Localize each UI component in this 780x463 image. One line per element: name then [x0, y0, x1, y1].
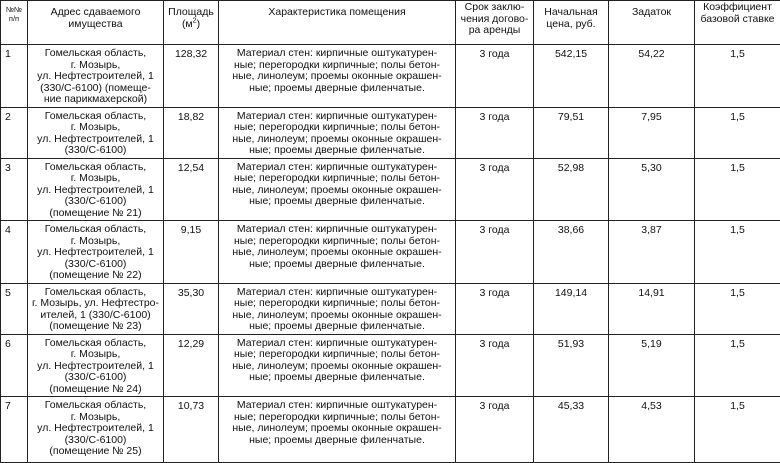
table-body: [1, 45, 780, 463]
description-line: ные; проемы дверные филенчатые.: [221, 145, 453, 157]
row-address: [28, 45, 164, 108]
description-line: ные; перегородки кирпичные; полы бетон-: [221, 122, 453, 134]
description-line: ные, линолеум; проемы оконные окрашен-: [221, 361, 453, 373]
row-address: [28, 158, 164, 221]
table-row: [1, 45, 780, 108]
description-line: ные, линолеум; проемы оконные окрашен-: [221, 310, 453, 322]
row-price: 51,93: [534, 334, 609, 397]
row-area: 128,32: [164, 45, 219, 108]
description-line: ные; проемы дверные филенчатые.: [221, 83, 453, 95]
row-price: 149,14: [534, 283, 609, 334]
address-line: (330/С-6100) (помеще-: [30, 83, 161, 95]
table-row: [1, 221, 780, 284]
description-line: Материал стен: кирпичные оштукатурен-: [221, 287, 453, 299]
row-description: [219, 221, 456, 284]
description-line: Материал стен: кирпичные оштукатурен-: [221, 162, 453, 174]
address-line: Гомельская область,: [30, 287, 161, 299]
address-line: Гомельская область,: [30, 48, 161, 60]
row-term: 3 года: [456, 107, 534, 158]
description-line: ные; проемы дверные филенчатые.: [221, 321, 453, 333]
table-row: [1, 158, 780, 221]
row-coefficient: 1,5: [695, 107, 780, 158]
description-line: ные; перегородки кирпичные; полы бетон-: [221, 412, 453, 424]
address-line: г. Мозырь,: [30, 412, 161, 424]
address-line: (помещение № 22): [30, 270, 161, 282]
address-line: Гомельская область,: [30, 400, 161, 412]
row-price: 79,51: [534, 107, 609, 158]
row-area: 12,29: [164, 334, 219, 397]
row-coefficient: 1,5: [695, 221, 780, 284]
row-number: 7: [1, 397, 28, 463]
row-area: 18,82: [164, 107, 219, 158]
address-line: Гомельская область,: [30, 224, 161, 236]
description-line: Материал стен: кирпичные оштукатурен-: [221, 111, 453, 123]
address-line: г. Мозырь,: [30, 122, 161, 134]
description-line: ные; проемы дверные филенчатые.: [221, 259, 453, 271]
row-address: [28, 283, 164, 334]
header-price: Начальная цена, руб.: [534, 1, 609, 45]
row-term: 3 года: [456, 397, 534, 463]
address-line: ул. Нефтестроителей, 1: [30, 134, 161, 146]
row-term: 3 года: [456, 334, 534, 397]
row-term: 3 года: [456, 158, 534, 221]
row-term: 3 года: [456, 45, 534, 108]
address-line: (330/С-6100): [30, 372, 161, 384]
address-line: г. Мозырь,: [30, 173, 161, 185]
table-row: [1, 283, 780, 334]
header-number: №№ п/п: [1, 1, 28, 45]
row-area: 35,30: [164, 283, 219, 334]
row-price: 45,33: [534, 397, 609, 463]
address-line: (330/С-6100): [30, 145, 161, 157]
row-coefficient: 1,5: [695, 397, 780, 463]
description-line: ные; проемы дверные филенчатые.: [221, 196, 453, 208]
address-line: ул. Нефтестроителей, 1: [30, 423, 161, 435]
description-line: ные, линолеум; проемы оконные окрашен-: [221, 71, 453, 83]
row-address: [28, 397, 164, 463]
description-line: ные; перегородки кирпичные; полы бетон-: [221, 298, 453, 310]
row-deposit: 3,87: [609, 221, 695, 284]
description-line: ные, линолеум; проемы оконные окрашен-: [221, 185, 453, 197]
row-price: 542,15: [534, 45, 609, 108]
address-line: (330/С-6100): [30, 435, 161, 447]
row-number: 1: [1, 45, 28, 108]
row-area: 12,54: [164, 158, 219, 221]
address-line: (330/С-6100): [30, 259, 161, 271]
row-price: 38,66: [534, 221, 609, 284]
description-line: Материал стен: кирпичные оштукатурен-: [221, 224, 453, 236]
table-row: [1, 107, 780, 158]
row-description: [219, 158, 456, 221]
description-line: ные, линолеум; проемы оконные окрашен-: [221, 247, 453, 259]
address-line: г. Мозырь,: [30, 60, 161, 72]
address-line: (помещение № 25): [30, 446, 161, 458]
header-characteristic: Характеристика помещения: [219, 1, 456, 45]
row-description: [219, 334, 456, 397]
row-number: 2: [1, 107, 28, 158]
address-line: ул. Нефтестроителей, 1: [30, 71, 161, 83]
row-deposit: 7,95: [609, 107, 695, 158]
address-line: Гомельская область,: [30, 338, 161, 350]
address-line: г. Мозырь, ул. Нефтестро-: [30, 298, 161, 310]
row-deposit: 54,22: [609, 45, 695, 108]
row-description: [219, 45, 456, 108]
description-line: ные; проемы дверные филенчатые.: [221, 372, 453, 384]
row-deposit: 5,30: [609, 158, 695, 221]
table-row: [1, 397, 780, 463]
description-line: ные, линолеум; проемы оконные окрашен-: [221, 423, 453, 435]
description-line: ные; перегородки кирпичные; полы бетон-: [221, 60, 453, 72]
description-line: Материал стен: кирпичные оштукатурен-: [221, 338, 453, 350]
header-coefficient: Коэффициент базовой ставке: [695, 1, 780, 45]
header-deposit: Задаток: [609, 1, 695, 45]
row-description: [219, 397, 456, 463]
description-line: ные; перегородки кирпичные; полы бетон-: [221, 349, 453, 361]
address-line: (помещение № 21): [30, 208, 161, 220]
address-line: г. Мозырь,: [30, 349, 161, 361]
description-line: Материал стен: кирпичные оштукатурен-: [221, 400, 453, 412]
row-deposit: 4,53: [609, 397, 695, 463]
row-term: 3 года: [456, 283, 534, 334]
row-number: 6: [1, 334, 28, 397]
header-row: [1, 1, 780, 45]
row-number: 5: [1, 283, 28, 334]
row-coefficient: 1,5: [695, 158, 780, 221]
address-line: Гомельская область,: [30, 111, 161, 123]
description-line: Материал стен: кирпичные оштукатурен-: [221, 48, 453, 60]
address-line: (помещение № 24): [30, 384, 161, 396]
row-area: 10,73: [164, 397, 219, 463]
row-coefficient: 1,5: [695, 334, 780, 397]
row-coefficient: 1,5: [695, 45, 780, 108]
row-deposit: 5,19: [609, 334, 695, 397]
address-line: (330/С-6100): [30, 196, 161, 208]
description-line: ные; проемы дверные филенчатые.: [221, 435, 453, 447]
address-line: ние парикмахерской): [30, 94, 161, 106]
row-term: 3 года: [456, 221, 534, 284]
row-address: [28, 221, 164, 284]
header-address: Адрес сдаваемого имущества: [28, 1, 164, 45]
address-line: г. Мозырь,: [30, 236, 161, 248]
row-address: [28, 334, 164, 397]
row-coefficient: 1,5: [695, 283, 780, 334]
address-line: ителей, 1 (330/С-6100): [30, 310, 161, 322]
row-number: 4: [1, 221, 28, 284]
row-description: [219, 283, 456, 334]
header-area: Площадь $(м^2)$: [164, 1, 219, 45]
row-deposit: 14,91: [609, 283, 695, 334]
address-line: ул. Нефтестроителей, 1: [30, 247, 161, 259]
row-price: 52,98: [534, 158, 609, 221]
row-address: [28, 107, 164, 158]
address-line: ул. Нефтестроителей, 1: [30, 361, 161, 373]
row-number: 3: [1, 158, 28, 221]
table-row: [1, 334, 780, 397]
description-line: ные, линолеум; проемы оконные окрашен-: [221, 134, 453, 146]
address-line: ул. Нефтестроителей, 1: [30, 185, 161, 197]
row-area: 9,15: [164, 221, 219, 284]
description-line: ные; перегородки кирпичные; полы бетон-: [221, 173, 453, 185]
description-line: ные; перегородки кирпичные; полы бетон-: [221, 236, 453, 248]
address-line: (помещение № 23): [30, 321, 161, 333]
header-term: Срок заключения договора аренды: [456, 1, 534, 45]
address-line: Гомельская область,: [30, 162, 161, 174]
row-description: [219, 107, 456, 158]
